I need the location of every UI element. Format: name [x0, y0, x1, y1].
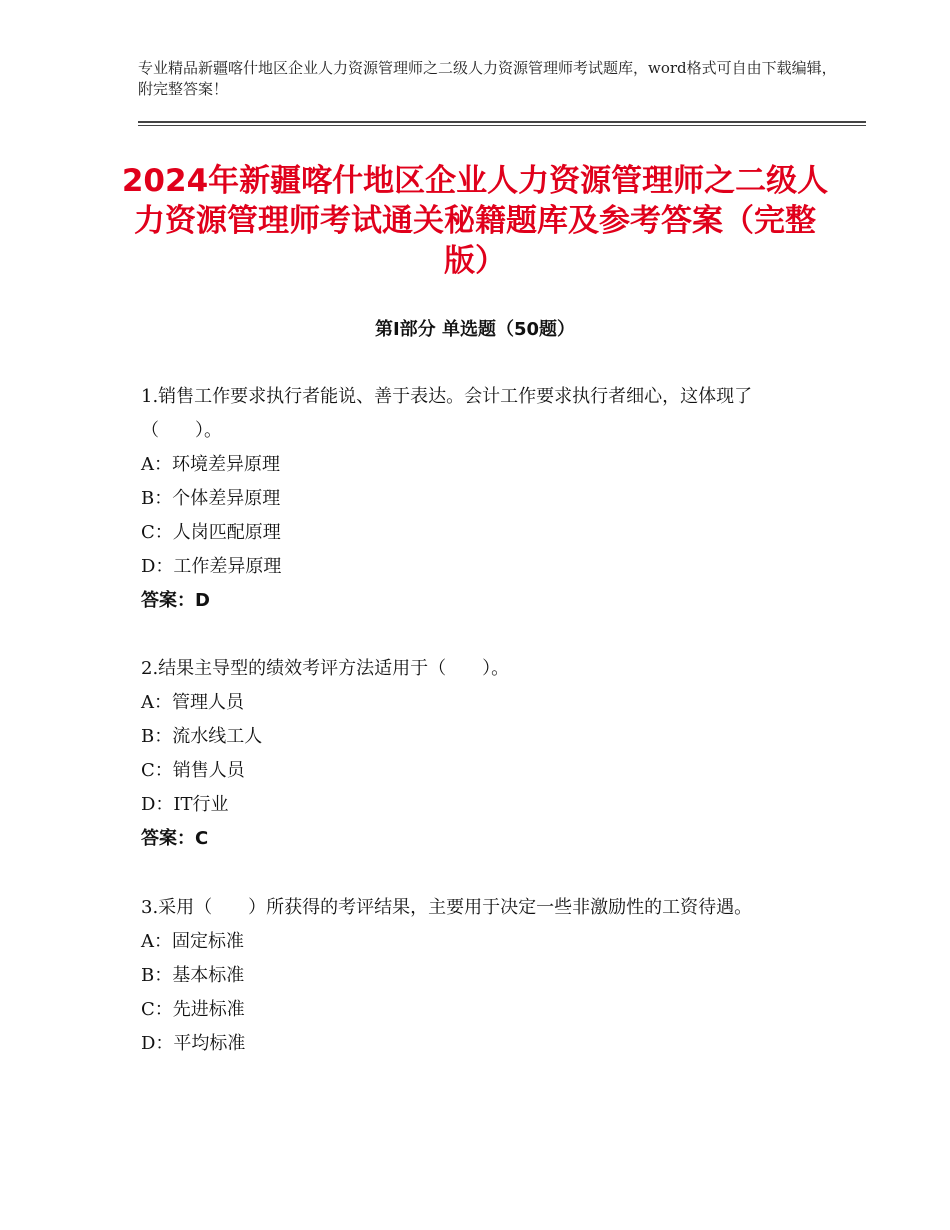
- option-b: B：基本标准: [141, 965, 245, 986]
- option-a: A：环境差异原理: [141, 454, 280, 475]
- section-heading: 第Ⅰ部分 单选题（50题）: [374, 319, 575, 340]
- option-d: D：IT行业: [141, 794, 229, 815]
- option-c: C：先进标准: [141, 999, 245, 1020]
- option-a: A：固定标准: [141, 931, 244, 952]
- option-b: B：个体差异原理: [141, 488, 281, 509]
- header-rule-thick: [138, 121, 866, 123]
- question-stem: 3.采用（ ）所获得的考评结果，主要用于决定一些非激励性的工资待遇。: [141, 897, 753, 918]
- document-title: 2024年新疆喀什地区企业人力资源管理师之二级人力资源管理师考试通关秘籍题库及参考答案（完整版）: [121, 163, 829, 279]
- option-c: C：销售人员: [141, 760, 245, 781]
- question-2: [141, 652, 821, 856]
- answer: 答案：D: [141, 590, 210, 611]
- option-d: D：工作差异原理: [141, 556, 282, 577]
- question-1: [141, 380, 821, 618]
- option-d: D：平均标准: [141, 1033, 246, 1054]
- header-note: 专业精品新疆喀什地区企业人力资源管理师之二级人力资源管理师考试题库，word格式可自由下载编辑，附完整答案！: [138, 59, 837, 98]
- question-stem: 1.销售工作要求执行者能说、善于表达。会计工作要求执行者细心，这体现了（ ）。: [141, 386, 753, 441]
- question-3: [141, 891, 821, 1061]
- header-rule-thin: [138, 125, 866, 126]
- option-a: A：管理人员: [141, 692, 244, 713]
- question-stem: 2.结果主导型的绩效考评方法适用于（ ）。: [141, 658, 510, 679]
- answer: 答案：C: [141, 828, 209, 849]
- option-c: C：人岗匹配原理: [141, 522, 281, 543]
- option-b: B：流水线工人: [141, 726, 263, 747]
